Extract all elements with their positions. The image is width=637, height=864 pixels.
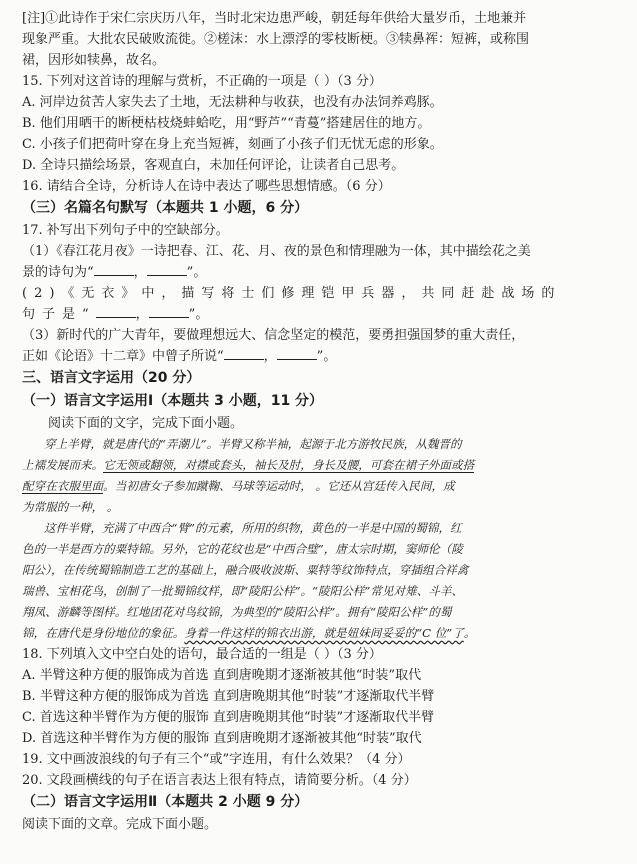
option-d: D. 全诗只描绘场景，客观直白，未加任何评论，让读者自己思考。 (22, 158, 405, 173)
text: ”。 (188, 307, 209, 322)
section-heading-language-use-1: （一）语言文字运用Ⅰ（本题共 3 小题，11 分） (22, 393, 324, 409)
underlined-sentence: 它无领或翻领，对襟或套头，袖长及肘，身长及腰，可套在裙子外面或搭 (103, 458, 475, 472)
option-a: A. 河岸边贫苦人家失去了土地，无法耕种与收获，也没有办法饲养鸡豚。 (22, 95, 443, 110)
option-a: A. 半臂这种方便的服饰成为首选 直到唐晚期才逐渐被其他“时装”取代 (22, 668, 422, 683)
note-line: 现象严重。大批农民破败流徙。②槎沫：水上漂浮的零枝断梗。③犊鼻裈：短裤，或称围 (22, 32, 530, 47)
answer-blank[interactable] (149, 305, 189, 318)
text: 。当初唐女子参加蹴鞠、马球等运动时， 。它还从宫廷传入民间，成 (103, 479, 455, 493)
text: 景的诗句为“ (22, 265, 94, 280)
text: ”。 (186, 265, 207, 280)
text: ， (135, 307, 149, 322)
reading-instruction: 阅读下面的文字，完成下面小题。 (48, 416, 244, 431)
section-heading-dictation: （三）名篇名句默写（本题共 1 小题，6 分） (22, 200, 309, 216)
text: 上襦发展而来。 (22, 458, 104, 472)
q17-part2: (2)《无衣》中，描写将士们修理铠甲兵器，共同赶赴战场的 (22, 286, 562, 301)
text: 锦，在唐代是身份地位的象征。 (22, 626, 185, 640)
answer-blank[interactable] (277, 347, 317, 360)
passage-line (22, 455, 620, 476)
part-heading-language-use: 三、语言文字运用（20 分） (22, 370, 201, 386)
answer-blank[interactable] (147, 263, 187, 276)
q17-part1: （1）《春江花月夜》一诗把春、江、花、月、夜的景色和情理融为一体，其中描绘花之美 (22, 244, 531, 259)
answer-blank[interactable] (94, 263, 134, 276)
exam-page (22, 8, 620, 835)
question-15 (22, 71, 620, 176)
reading-passage (22, 434, 620, 644)
q17-part3-blanks (22, 346, 620, 367)
passage-line: 这件半臂，充满了中西合“臂”的元素，所用的织物，黄色的一半是中国的蜀锦，红 (44, 521, 462, 535)
passage-line (22, 623, 620, 644)
q17-part1-blanks (22, 262, 620, 283)
text: 。 (463, 626, 476, 640)
question-18 (22, 644, 620, 749)
option-b: B. 半臂这种方便的服饰成为首选 直到唐晚期其他“时装”才逐渐取代半臂 (22, 689, 435, 704)
passage-line: 翔凤、游麟等图样。红地团花对鸟纹锦，为典型的“陵阳公样”。拥有“陵阳公样”的蜀 (22, 605, 452, 619)
text: ， (263, 349, 277, 364)
question-stem: 15. 下列对这首诗的理解与赏析，不正确的一项是（ ）（3 分） (22, 74, 382, 89)
section-heading-language-use-2: （二）语言文字运用Ⅱ（本题共 2 小题 9 分） (22, 794, 309, 810)
note-line: [注]①此诗作于宋仁宗庆历八年，当时北宋边患严峻，朝廷每年供给大量岁币，土地兼并 (22, 11, 527, 26)
question-stem: 17. 补写出下列句子中的空缺部分。 (22, 223, 229, 238)
passage-line: 穿上半臂，就是唐代的“弄潮儿”。半臂又称半袖，起源于北方游牧民族，从魏晋的 (44, 437, 462, 451)
poem-notes (22, 8, 620, 71)
passage-line: 瑞兽、宝相花鸟，创制了一批蜀锦纹样，即“陵阳公样”。“陵阳公样”常见对雉、斗羊、 (22, 584, 464, 598)
text: 正如《论语》十二章》中曾子所说“ (22, 349, 224, 364)
underlined-sentence: 配穿在衣服里面 (22, 479, 104, 493)
option-b: B. 他们用晒干的断梗枯枝烧蚌蛤吃，用“野芦”“青蔓”搭建居住的地方。 (22, 116, 431, 131)
text: ”。 (316, 349, 337, 364)
passage-line: 为常服的一种， 。 (22, 500, 119, 514)
answer-blank[interactable] (224, 347, 264, 360)
answer-blank[interactable] (96, 305, 136, 318)
option-c: C. 首选这种半臂作为方便的服饰 直到唐晚期其他“时装”才逐渐取代半臂 (22, 710, 435, 725)
q17-part3: （3）新时代的广大青年，要做理想远大、信念坚定的模范，要勇担强国梦的重大责任， (22, 328, 525, 343)
note-line: 裙，因形如犊鼻，故名。 (22, 53, 166, 68)
question-20: 20. 文段画横线的句子在语言表达上很有特点，请简要分析。（4 分） (22, 773, 417, 788)
passage-line: 阳公），在传统蜀锦制造工艺的基础上，融合吸收波斯、粟特等纹饰特点，穿插组合祥禽 (22, 563, 469, 577)
question-19: 19. 文中画波浪线的句子有三个“或”字连用，有什么效果？（4 分） (22, 752, 411, 767)
q17-part2-blanks (22, 304, 620, 325)
passage-line: 色的一半是西方的粟特锦。另外，它的花纹也是“中西合璧”，唐太宗时期，窦师伦（陵 (22, 542, 463, 556)
question-stem: 18. 下列填入文中空白处的语句，最合适的一组是（ ）（3 分） (22, 647, 382, 662)
text: ， (133, 265, 147, 280)
option-c: C. 小孩子们把荷叶穿在身上充当短裤，刻画了小孩子们无忧无虑的形象。 (22, 137, 443, 152)
question-16: 16. 请结合全诗，分析诗人在诗中表达了哪些思想情感。（6 分） (22, 179, 391, 194)
text: 句子是“ (22, 307, 96, 322)
wavy-underlined-sentence: 身着一件这样的锦衣出游，就是妞妹间妥妥的“C 位”了 (184, 626, 464, 640)
reading-instruction: 阅读下面的文章。完成下面小题。 (22, 817, 218, 832)
passage-line (22, 476, 620, 497)
option-d: D. 首选这种半臂作为方便的服饰 直到唐晚期才逐渐被其他“时装”取代 (22, 731, 422, 746)
question-17 (22, 220, 620, 367)
